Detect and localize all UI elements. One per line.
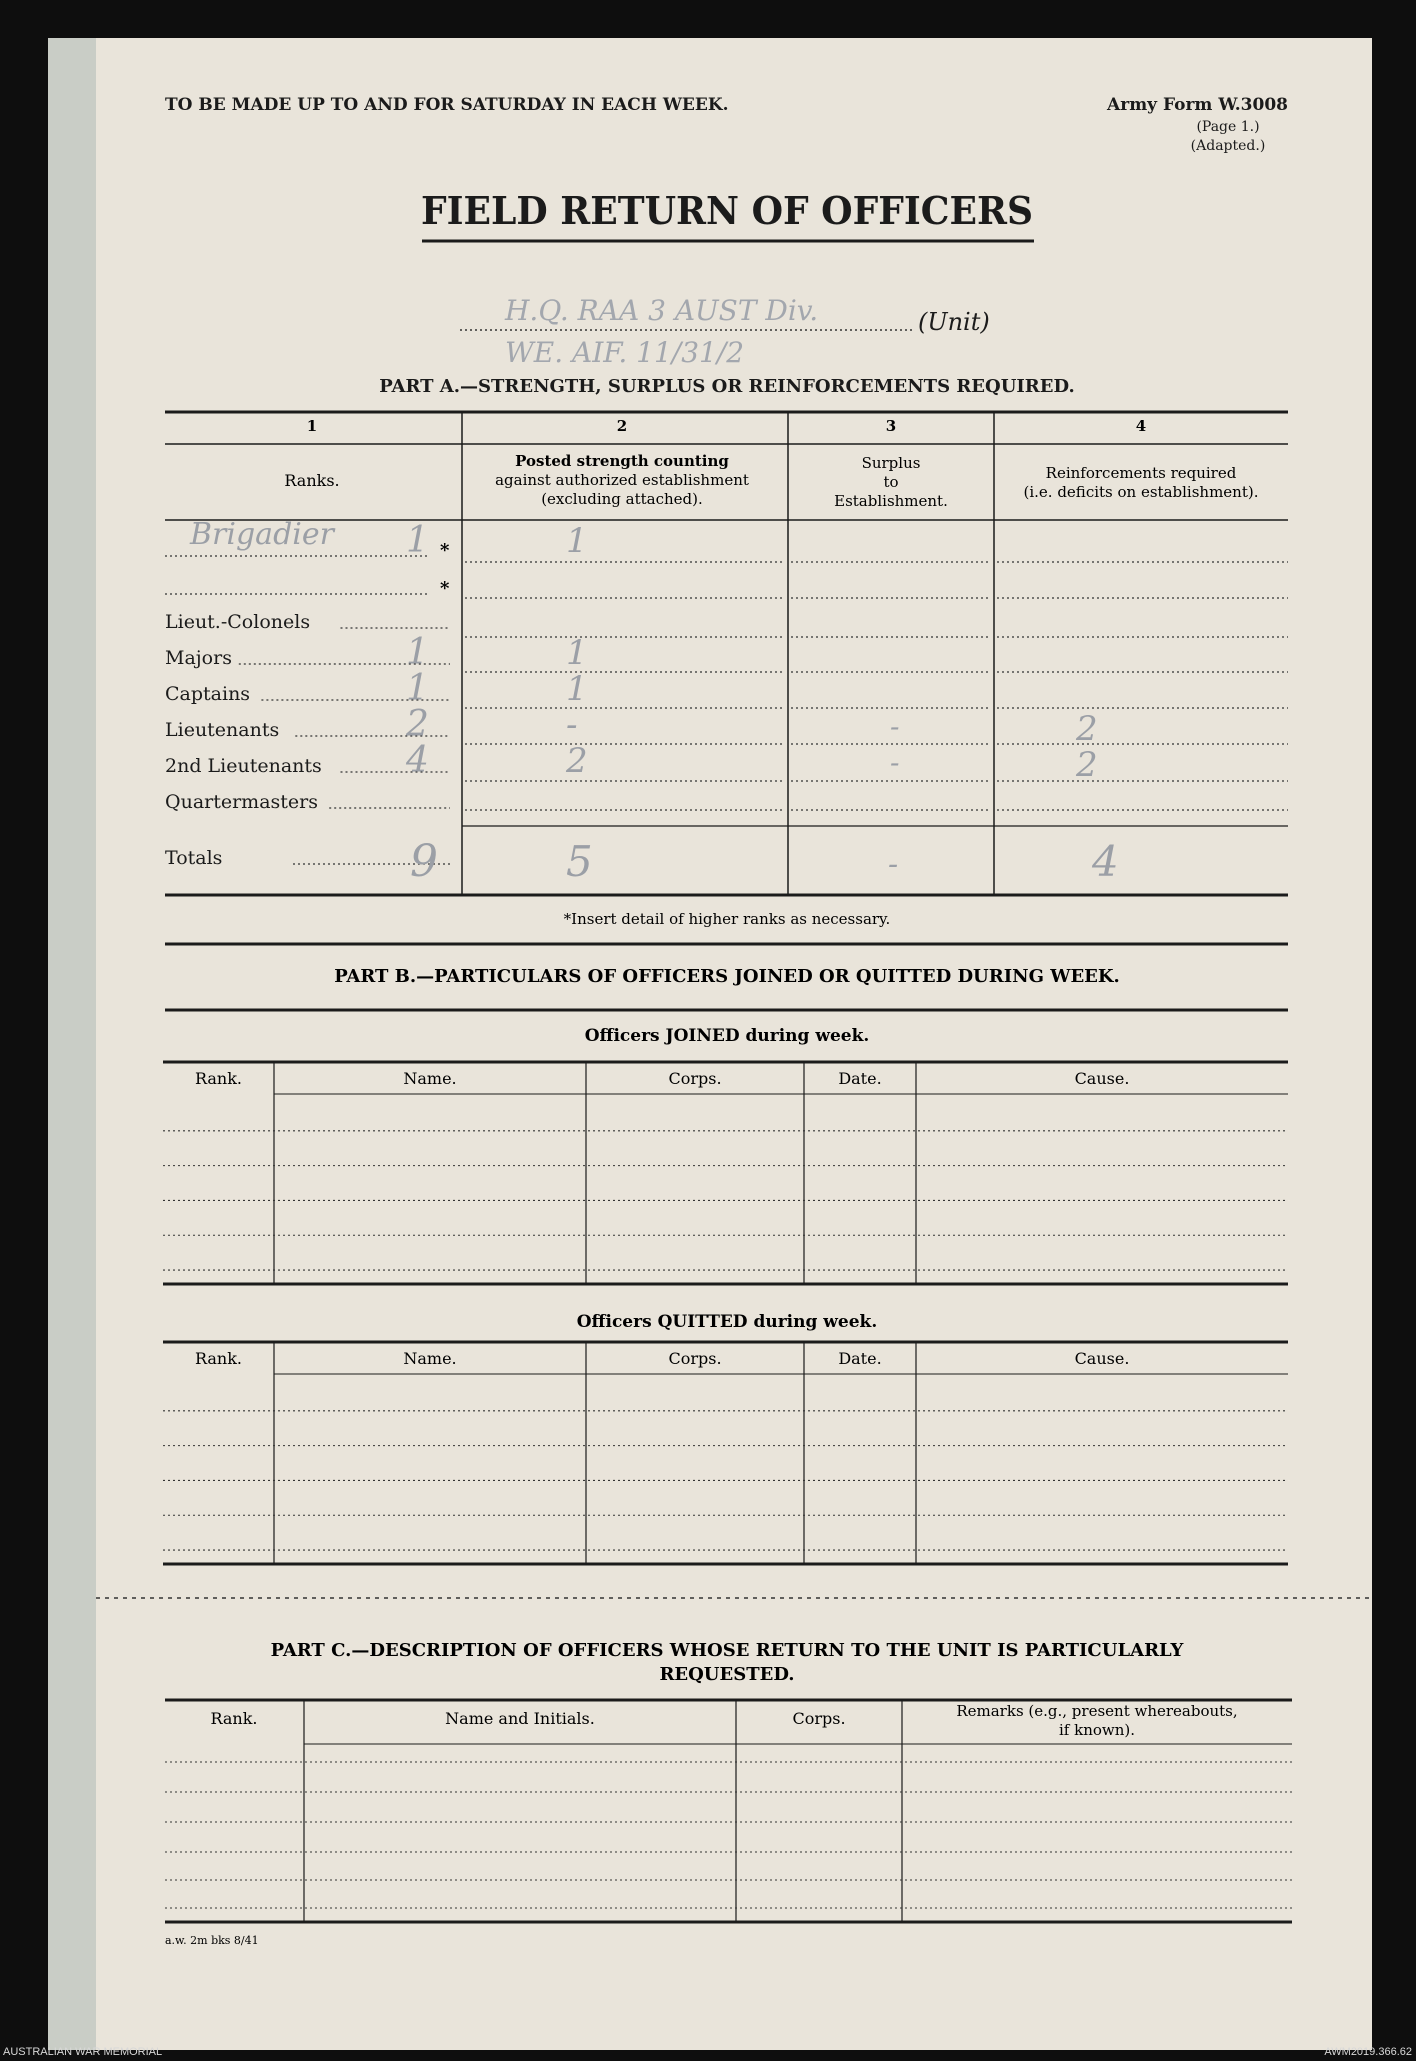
handwritten-authorized: 4	[406, 740, 429, 781]
part-a-rows	[165, 517, 1288, 813]
table-column-header: Name.	[403, 1069, 457, 1088]
form-page-label: (Page 1.)	[1196, 119, 1260, 135]
part-c-table	[165, 1700, 1292, 1922]
handwritten-surplus: -	[890, 710, 900, 743]
part-c-title-2: REQUESTED.	[659, 1664, 795, 1685]
col-header-ranks: Ranks.	[284, 471, 340, 490]
col-header-reinf-2: (i.e. deficits on establishment).	[1023, 483, 1259, 501]
table-column-header: Date.	[838, 1349, 882, 1368]
table-column-header: Corps.	[668, 1349, 722, 1368]
totals-posted: 5	[566, 837, 593, 886]
handwritten-authorized: 1	[406, 668, 429, 709]
handwritten-posted: -	[566, 705, 578, 745]
col-number-2: 2	[616, 417, 628, 435]
handwritten-posted: 2	[566, 741, 588, 781]
table-column-header: Rank.	[210, 1709, 258, 1728]
joined-title: Officers JOINED during week.	[584, 1026, 870, 1046]
table-column-header: Cause.	[1074, 1349, 1130, 1368]
part-a-title: PART A.—STRENGTH, SURPLUS OR REINFORCEMENTS REQUIRED.	[379, 376, 1075, 397]
handwritten-authorized: 1	[406, 520, 429, 561]
table-column-header: Corps.	[792, 1709, 846, 1728]
unit-handwritten-1: H.Q. RAA 3 AUST Div.	[505, 294, 819, 327]
handwritten-surplus: -	[890, 746, 900, 779]
col-header-posted-1: Posted strength counting	[515, 452, 729, 470]
totals-reinf: 4	[1092, 837, 1119, 886]
rank-label: Captains	[165, 683, 251, 705]
page-title: FIELD RETURN OF OFFICERS	[421, 188, 1033, 233]
col-header-posted-3: (excluding attached).	[541, 490, 703, 508]
footer-left: AUSTRALIAN WAR MEMORIAL	[3, 2046, 163, 2058]
col-number-3: 3	[885, 417, 897, 435]
rank-star: *	[440, 540, 450, 561]
instruction-text: TO BE MADE UP TO AND FOR SATURDAY IN EACH WEEK.	[165, 95, 729, 115]
handwritten-reinforcements: 2	[1076, 709, 1098, 749]
col-header-surplus-1: Surplus	[861, 454, 921, 472]
rank-label: Majors	[165, 647, 232, 669]
col-header-reinf-1: Reinforcements required	[1045, 464, 1237, 482]
table-column-header: Date.	[838, 1069, 882, 1088]
table-column-header: Rank.	[194, 1349, 243, 1368]
rank-label: 2nd Lieutenants	[165, 755, 322, 777]
form-adapted-label: (Adapted.)	[1190, 138, 1266, 154]
part-a-footnote: *Insert detail of higher ranks as necessary.	[563, 910, 891, 928]
handwritten-authorized: 1	[406, 632, 429, 673]
print-code: a.w. 2m bks 8/41	[165, 1934, 259, 1947]
unit-handwritten-2: WE. AIF. 11/31/2	[505, 336, 745, 369]
handwritten-posted: 1	[566, 521, 588, 561]
joined-table	[163, 1062, 1288, 1284]
handwritten-rank: Brigadier	[190, 517, 334, 552]
quitted-table	[163, 1342, 1288, 1564]
remarks-header-1: Remarks (e.g., present whereabouts,	[956, 1702, 1238, 1720]
table-column-header: Cause.	[1074, 1069, 1130, 1088]
part-b-title: PART B.—PARTICULARS OF OFFICERS JOINED OR QUITTED DURING WEEK.	[334, 966, 1120, 987]
col-number-1: 1	[306, 417, 318, 435]
handwritten-reinforcements: 2	[1076, 745, 1098, 785]
totals-label: Totals	[165, 847, 223, 869]
rank-label: Lieut.-Colonels	[165, 611, 311, 633]
totals-surplus: -	[888, 847, 899, 882]
col-header-posted-2: against authorized establishment	[495, 471, 749, 489]
rank-label: Quartermasters	[165, 791, 318, 813]
table-column-header: Name and Initials.	[445, 1709, 595, 1728]
quitted-title: Officers QUITTED during week.	[576, 1312, 878, 1332]
handwritten-posted: 1	[566, 669, 588, 709]
handwritten-posted: 1	[566, 633, 588, 673]
table-column-header: Rank.	[194, 1069, 243, 1088]
form-id: Army Form W.3008	[1107, 95, 1288, 115]
footer-right: AWM2019.366.62	[1324, 2046, 1412, 2058]
table-column-header: Corps.	[668, 1069, 722, 1088]
col-number-4: 4	[1135, 417, 1147, 435]
unit-label: (Unit)	[918, 308, 990, 336]
table-column-header: Name.	[403, 1349, 457, 1368]
remarks-header-2: if known).	[1058, 1721, 1136, 1739]
col-header-surplus-3: Establishment.	[834, 492, 948, 510]
totals-auth: 9	[410, 836, 438, 887]
rank-label: Lieutenants	[165, 719, 280, 741]
rank-star: *	[440, 578, 450, 599]
col-header-surplus-2: to	[883, 473, 899, 491]
handwritten-authorized: 2	[406, 704, 429, 745]
part-c-title-1: PART C.—DESCRIPTION OF OFFICERS WHOSE RETURN TO THE UNIT IS PARTICULARLY	[270, 1640, 1184, 1661]
